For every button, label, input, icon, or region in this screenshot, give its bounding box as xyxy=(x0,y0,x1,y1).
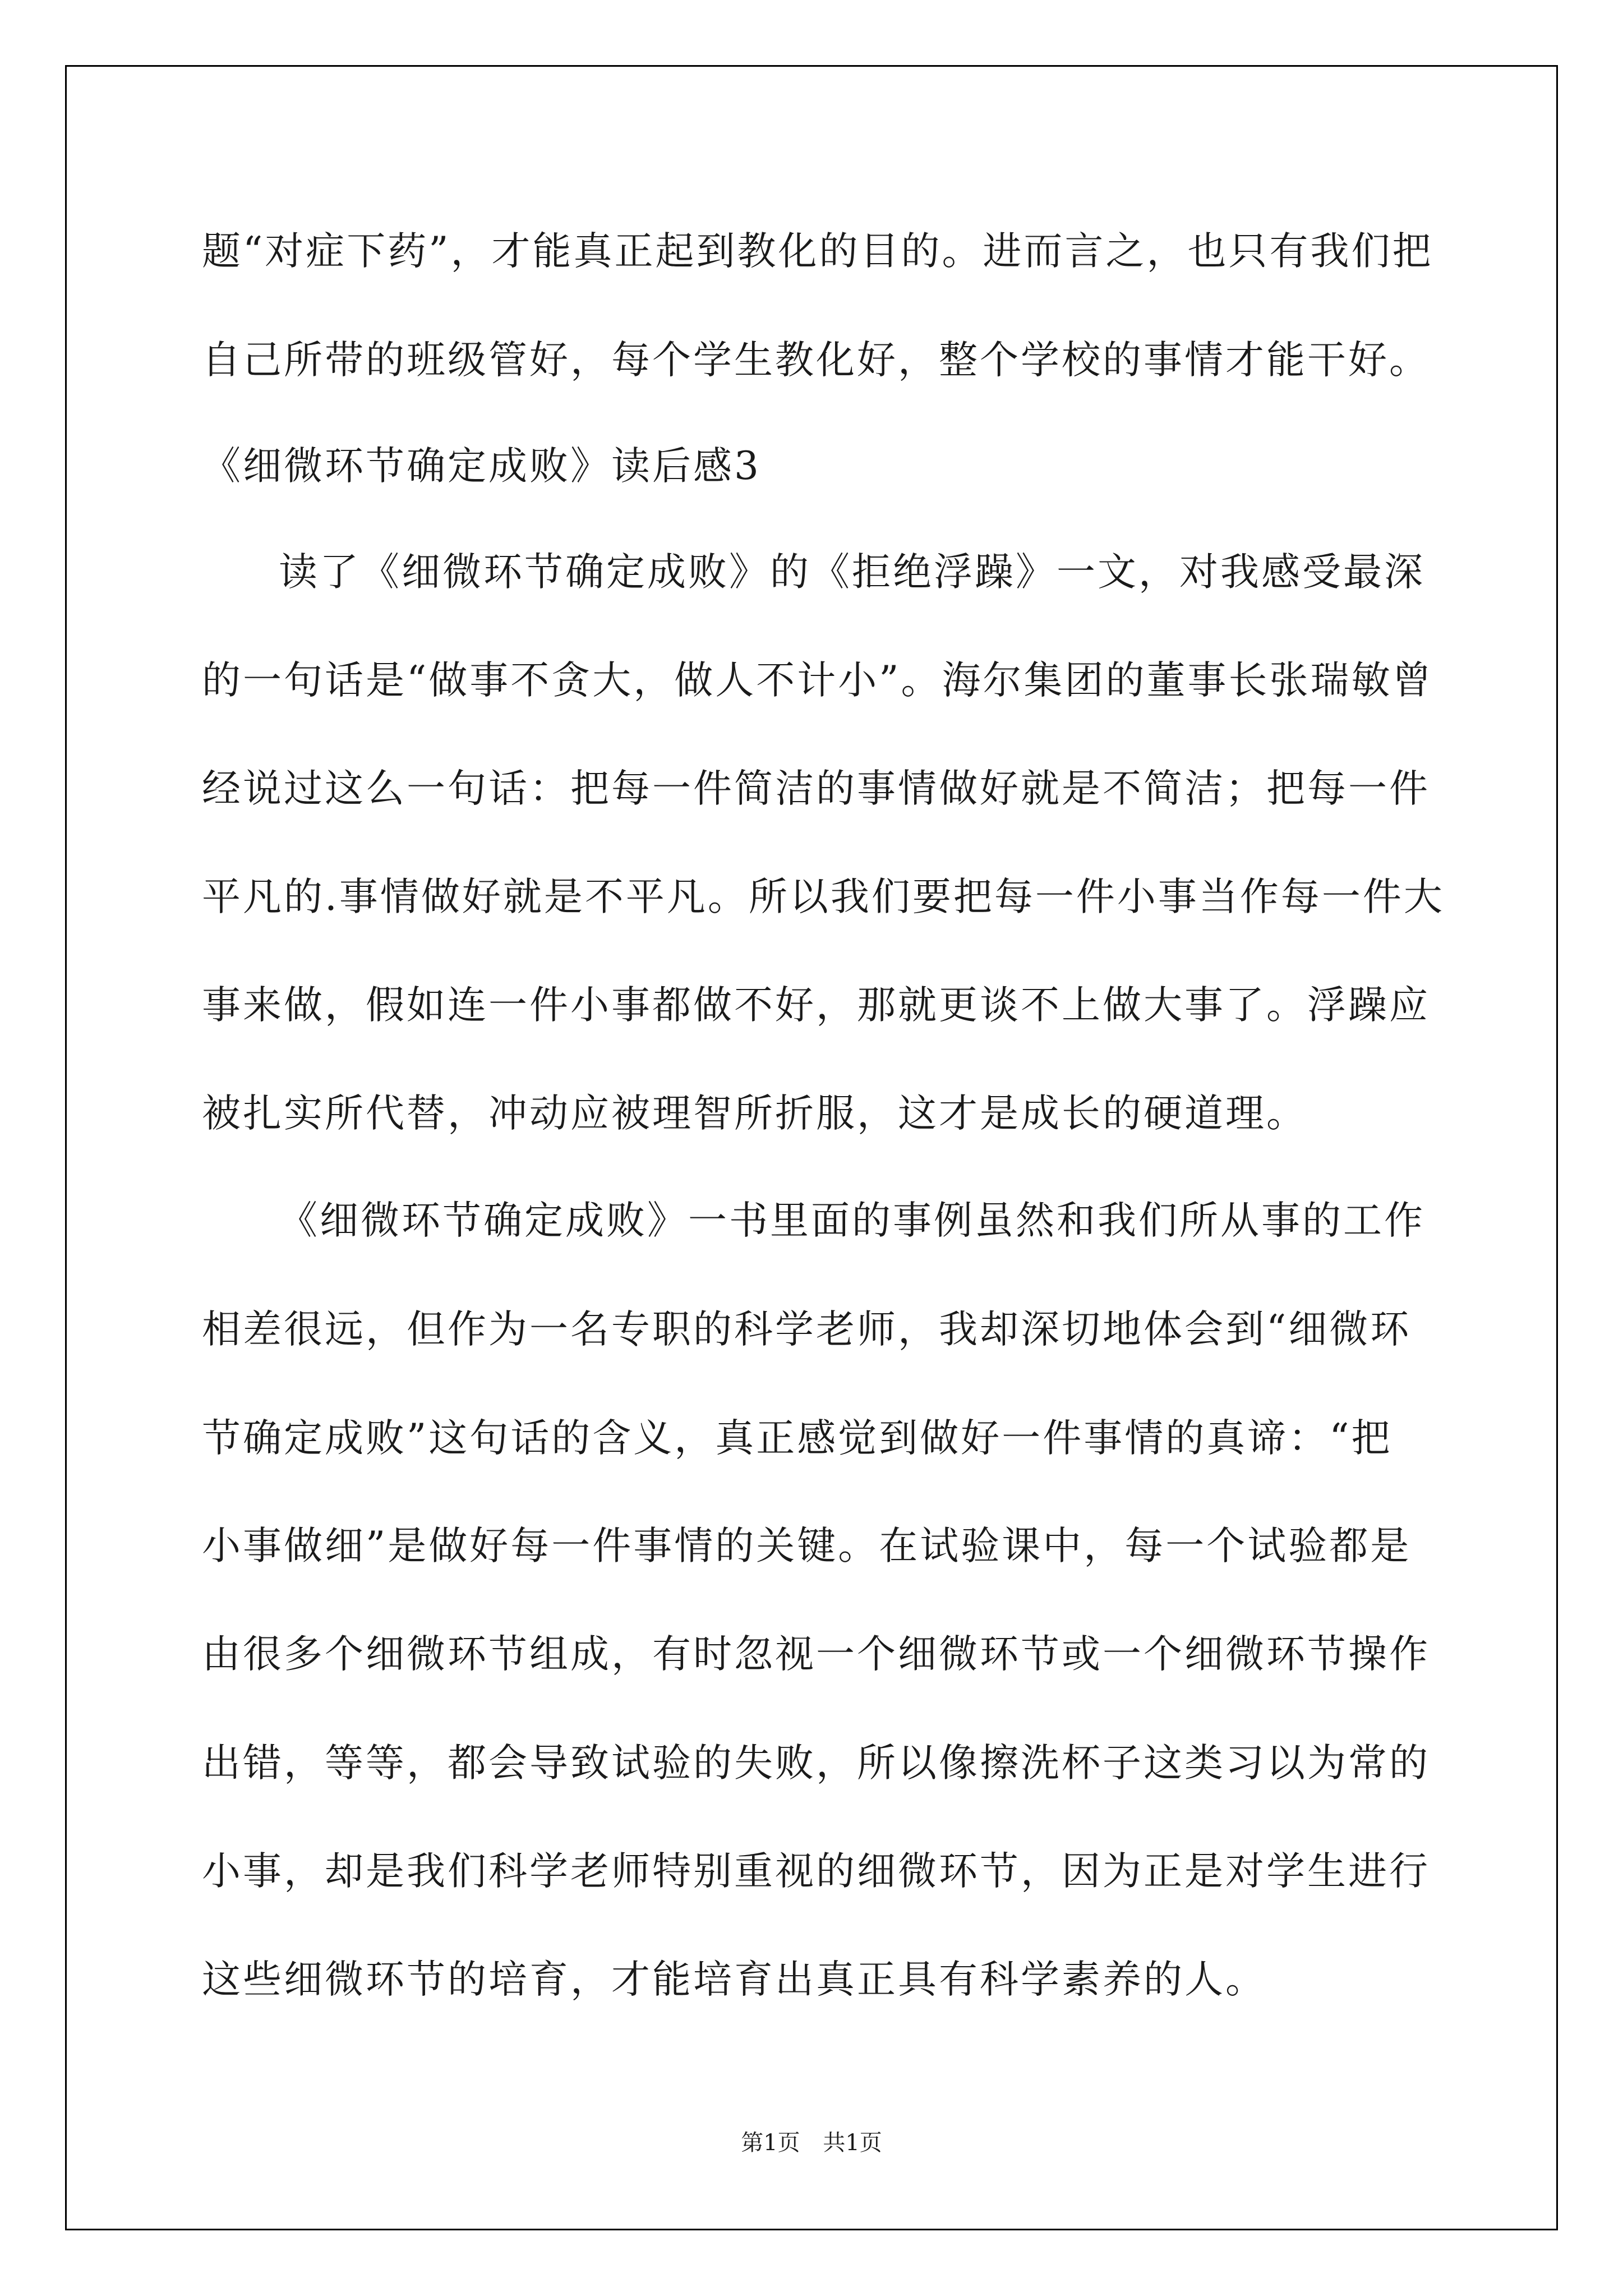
paragraph-start: 《细微环节确定成败》一书里面的事例虽然和我们所从事的工作 xyxy=(279,1198,1425,1243)
text-line: 平凡的.事情做好就是不平凡。所以我们要把每一件小事当作每一件大 xyxy=(202,875,1445,919)
text-line: 出错，等等，都会导致试验的失败，所以像擦洗杯子这类习以为常的 xyxy=(202,1741,1430,1786)
paragraph-start: 读了《细微环节确定成败》的《拒绝浮躁》一文，对我感受最深 xyxy=(279,550,1425,595)
text-line: 经说过这么一句话：把每一件简洁的事情做好就是不简洁；把每一件 xyxy=(202,766,1430,811)
text-line: 被扎实所代替，冲动应被理智所折服，这才是成长的硬道理。 xyxy=(202,1091,1307,1136)
text-line: 题“对症下药”，才能真正起到教化的目的。进而言之，也只有我们把 xyxy=(202,229,1433,274)
text-line: 的一句话是“做事不贪大，做人不计小”。海尔集团的董事长张瑞敏曾 xyxy=(202,658,1433,703)
text-line: 这些细微环节的培育，才能培育出真正具有科学素养的人。 xyxy=(202,1957,1266,2002)
text-line: 由很多个细微环节组成，有时忽视一个细微环节或一个细微环节操作 xyxy=(202,1632,1430,1677)
text-line: 小事做细”是做好每一件事情的关键。在试验课中，每一个试验都是 xyxy=(202,1524,1412,1568)
text-line: 事来做，假如连一件小事都做不好，那就更谈不上做大事了。浮躁应 xyxy=(202,983,1430,1028)
section-title: 《细微环节确定成败》读后感3 xyxy=(202,444,761,489)
page-border xyxy=(65,65,1558,2230)
page-number: 第1页 xyxy=(741,2130,800,2156)
text-line: 节确定成败”这句话的含义，真正感觉到做好一件事情的真谛：“把 xyxy=(202,1416,1393,1461)
page-total: 共1页 xyxy=(823,2130,882,2156)
text-line: 相差很远，但作为一名专职的科学老师，我却深切地体会到“细微环 xyxy=(202,1307,1412,1352)
text-line: 小事，却是我们科学老师特别重视的细微环节，因为正是对学生进行 xyxy=(202,1849,1430,1894)
page-footer xyxy=(0,2126,1623,2160)
text-line: 自己所带的班级管好，每个学生教化好，整个学校的事情才能干好。 xyxy=(202,338,1430,383)
